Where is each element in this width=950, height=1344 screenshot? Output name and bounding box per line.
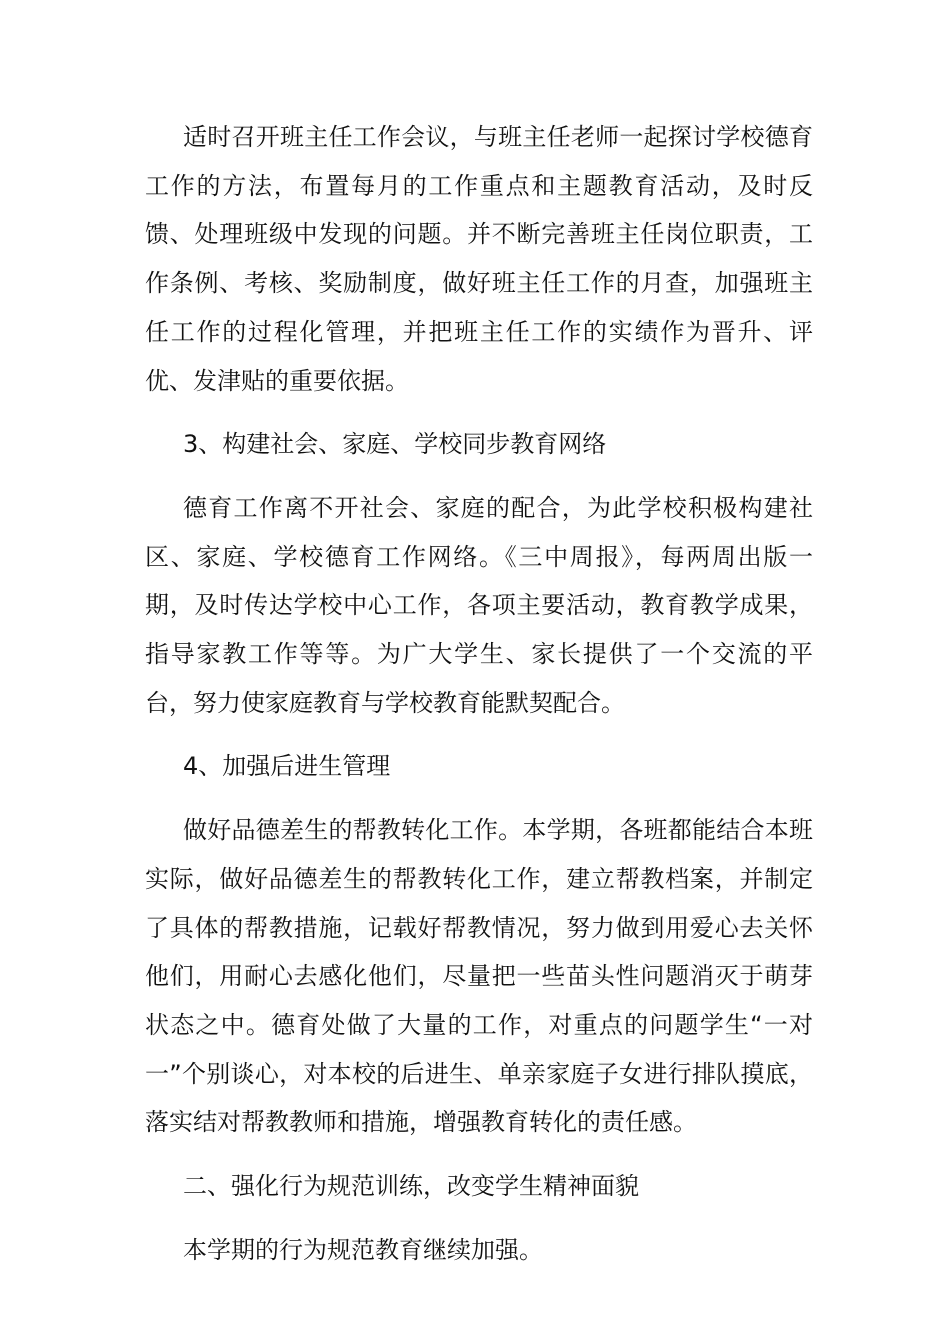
paragraph-class-teacher-meetings: 适时召开班主任工作会议，与班主任老师一起探讨学校德育工作的方法，布置每月的工作重点和主题教育活动，及时反馈、处理班级中发现的问题。并不断完善班主任岗位职责，工作条例、考核、奖励制度，做好班主任工作的月查，加强班主任工作的过程化管理，并把班主任工作的实绩作为晋升、评优、发津贴的重要依据。 [145, 123, 813, 395]
heading-underachiever-management: 4、加强后进生管理 [183, 752, 391, 781]
paragraph-family-school-cooperation: 德育工作离不开社会、家庭的配合，为此学校积极构建社区、家庭、学校德育工作网络。《三中周报》，每两周出版一期，及时传达学校中心工作，各项主要活动，教育教学成果，指导家教工作等等。为广大学生、家长提供了一个交流的平台，努力使家庭教育与学校教育能默契配合。 [145, 493, 813, 717]
document-body [145, 113, 813, 1289]
heading-education-network: 3、构建社会、家庭、学校同步教育网络 [183, 430, 607, 459]
heading-behavior-training: 二、强化行为规范训练，改变学生精神面貌 [183, 1172, 639, 1201]
paragraph-behavior-education: 本学期的行为规范教育继续加强。 [183, 1235, 543, 1264]
paragraph-moral-transformation: 做好品德差生的帮教转化工作。本学期，各班都能结合本班实际，做好品德差生的帮教转化工作，建立帮教档案，并制定了具体的帮教措施，记载好帮教情况，努力做到用爱心去关怀他们，用耐心去感化他们，尽量把一些苗头性问题消灭于萌芽状态之中。德育处做了大量的工作，对重点的问题学生“一对一”个别谈心，对本校的后进生、单亲家庭子女进行排队摸底，落实结对帮教教师和措施，增强教育转化的责任感。 [145, 816, 813, 1137]
